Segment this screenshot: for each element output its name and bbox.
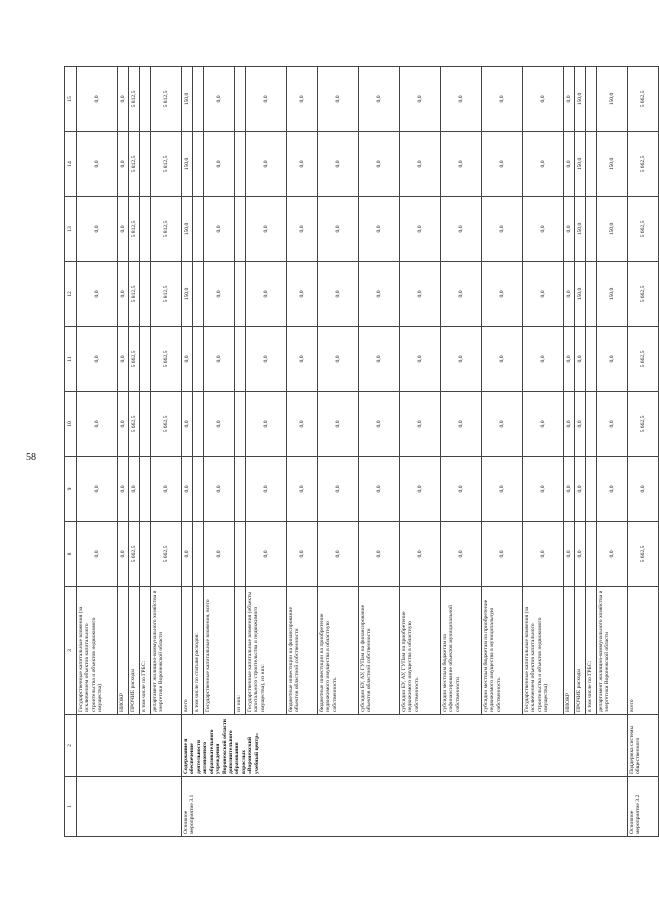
table-row <box>182 67 193 837</box>
value-cell <box>193 132 204 197</box>
value-cell: 0,0 <box>204 327 235 392</box>
header-cell: 1 <box>65 777 77 837</box>
value-cell: 0,0 <box>182 522 193 587</box>
value-cell: 150,0 <box>575 67 586 132</box>
header-cell: 10 <box>65 392 77 457</box>
header-cell: 13 <box>65 197 77 262</box>
header-cell: 14 <box>65 132 77 197</box>
value-cell: 0,0 <box>400 457 441 522</box>
value-cell: 150,0 <box>182 132 193 197</box>
value-cell <box>586 392 597 457</box>
value-cell: 0,0 <box>359 457 400 522</box>
row-label: бюджетные инвестиции на приобретение недвижимого имущества в областную собственность <box>318 587 359 715</box>
row-label: бюджетные инвестиции на финансирование объектов областной собственности <box>287 587 318 715</box>
value-cell: 5 812,5 <box>129 197 140 262</box>
value-cell: 0,0 <box>482 67 523 132</box>
header-cell: 3 <box>65 587 77 715</box>
value-cell: 0,0 <box>400 132 441 197</box>
value-cell: 0,0 <box>575 522 586 587</box>
value-cell: 0,0 <box>575 392 586 457</box>
row-label: всего <box>182 587 193 715</box>
value-cell: 0,0 <box>597 327 628 392</box>
value-cell: 0,0 <box>318 522 359 587</box>
row-label: в том числе по статьям расходов: <box>193 587 204 715</box>
value-cell <box>193 327 204 392</box>
value-cell: 5 662,5 <box>628 132 659 197</box>
value-cell: 0,0 <box>204 132 235 197</box>
value-cell: 5 812,5 <box>151 132 182 197</box>
value-cell: 5 662,5 <box>129 392 140 457</box>
value-cell <box>235 522 246 587</box>
row-label: департамент жилищно-коммунального хозяйства и энергетики Воронежской области <box>597 587 628 715</box>
value-cell: 0,0 <box>359 67 400 132</box>
value-cell: 0,0 <box>287 457 318 522</box>
value-cell: 0,0 <box>359 197 400 262</box>
value-cell: 0,0 <box>441 392 482 457</box>
value-cell: 0,0 <box>482 457 523 522</box>
value-cell: 0,0 <box>318 67 359 132</box>
value-cell: 0,0 <box>400 262 441 327</box>
value-cell: 0,0 <box>287 392 318 457</box>
value-cell <box>235 132 246 197</box>
row-label: субсидии БУ, АУ, ГУПам на финансирование объектов областной собственности <box>359 587 400 715</box>
value-cell <box>140 262 151 327</box>
value-cell: 0,0 <box>523 457 564 522</box>
value-cell: 0,0 <box>441 67 482 132</box>
value-cell: 150,0 <box>597 197 628 262</box>
value-cell: 0,0 <box>246 262 287 327</box>
value-cell: 0,0 <box>118 392 129 457</box>
value-cell <box>193 262 204 327</box>
value-cell: 0,0 <box>118 327 129 392</box>
value-cell: 0,0 <box>151 457 182 522</box>
value-cell: 5 812,5 <box>151 197 182 262</box>
value-cell: 0,0 <box>400 327 441 392</box>
value-cell: 0,0 <box>523 197 564 262</box>
row-label: ПРОЧИЕ расходы <box>575 587 586 715</box>
value-cell: 0,0 <box>118 197 129 262</box>
header-cell: 8 <box>65 522 77 587</box>
value-cell: 0,0 <box>118 262 129 327</box>
value-cell: 0,0 <box>204 197 235 262</box>
value-cell: 150,0 <box>597 262 628 327</box>
header-cell: 2 <box>65 715 77 777</box>
value-cell: 5 812,5 <box>129 67 140 132</box>
row-label: в том числе по ГРБС: <box>140 587 151 715</box>
value-cell: 0,0 <box>287 327 318 392</box>
value-cell: 5 812,5 <box>129 262 140 327</box>
measure-3-1-name: Основное мероприятие 3.1 <box>182 777 628 837</box>
value-cell: 0,0 <box>359 262 400 327</box>
value-cell <box>193 197 204 262</box>
value-cell <box>586 197 597 262</box>
value-cell: 150,0 <box>575 197 586 262</box>
value-cell: 5 662,5 <box>628 67 659 132</box>
value-cell <box>235 457 246 522</box>
value-cell: 0,0 <box>77 197 118 262</box>
value-cell <box>140 327 151 392</box>
value-cell: 0,0 <box>77 67 118 132</box>
value-cell: 0,0 <box>597 522 628 587</box>
value-cell: 5 662,5 <box>628 392 659 457</box>
value-cell: 0,0 <box>564 262 575 327</box>
value-cell: 0,0 <box>482 392 523 457</box>
value-cell <box>586 67 597 132</box>
value-cell: 0,0 <box>523 327 564 392</box>
header-cell: 9 <box>65 457 77 522</box>
value-cell <box>235 197 246 262</box>
value-cell <box>193 392 204 457</box>
value-cell: 0,0 <box>564 327 575 392</box>
value-cell <box>140 392 151 457</box>
value-cell: 0,0 <box>318 132 359 197</box>
header-cell: 12 <box>65 262 77 327</box>
value-cell: 0,0 <box>77 522 118 587</box>
row-label: Государственные капитальные вложения, всего <box>204 587 235 715</box>
value-cell: 0,0 <box>318 197 359 262</box>
row-label: Государственные капитальные вложения (за исключением объектов капитального строительства и объектов недвижимого имущества) <box>77 587 118 715</box>
value-cell: 0,0 <box>246 197 287 262</box>
row-label: субсидии местным бюджетам на приобретение недвижимого имущества в муниципальную собственность <box>482 587 523 715</box>
value-cell <box>140 67 151 132</box>
value-cell: 150,0 <box>597 132 628 197</box>
value-cell: 5 662,5 <box>151 392 182 457</box>
rotated-table-container <box>64 67 646 837</box>
value-cell: 0,0 <box>482 262 523 327</box>
value-cell: 0,0 <box>482 132 523 197</box>
value-cell: 0,0 <box>118 522 129 587</box>
budget-table <box>64 66 659 837</box>
value-cell: 0,0 <box>246 327 287 392</box>
value-cell: 0,0 <box>441 197 482 262</box>
value-cell: 0,0 <box>118 132 129 197</box>
row-label: в том числе по ГРБС: <box>586 587 597 715</box>
value-cell: 5 812,5 <box>151 67 182 132</box>
value-cell: 0,0 <box>482 327 523 392</box>
value-cell: 150,0 <box>182 67 193 132</box>
value-cell: 0,0 <box>204 522 235 587</box>
value-cell: 0,0 <box>118 457 129 522</box>
value-cell: 5 662,5 <box>129 522 140 587</box>
value-cell: 0,0 <box>564 457 575 522</box>
value-cell: 0,0 <box>400 392 441 457</box>
value-cell: 0,0 <box>204 457 235 522</box>
value-cell: 0,0 <box>129 457 140 522</box>
value-cell: 0,0 <box>318 392 359 457</box>
row-label: НИОКР <box>118 587 129 715</box>
value-cell: 5 662,5 <box>628 262 659 327</box>
value-cell: 0,0 <box>400 522 441 587</box>
value-cell: 0,0 <box>359 327 400 392</box>
page-number: 58 <box>26 452 36 463</box>
value-cell: 0,0 <box>246 457 287 522</box>
value-cell <box>586 262 597 327</box>
value-cell <box>193 67 204 132</box>
value-cell: 0,0 <box>523 132 564 197</box>
value-cell <box>586 522 597 587</box>
table-row <box>77 67 118 837</box>
row-group-col2 <box>77 715 182 777</box>
value-cell: 150,0 <box>182 262 193 327</box>
value-cell: 0,0 <box>482 197 523 262</box>
value-cell: 0,0 <box>575 457 586 522</box>
value-cell: 5 812,5 <box>129 132 140 197</box>
value-cell: 0,0 <box>564 392 575 457</box>
value-cell: 0,0 <box>359 392 400 457</box>
value-cell: 0,0 <box>523 262 564 327</box>
measure-3-2-name: Основное мероприятие 3.2 <box>628 777 659 837</box>
value-cell: 0,0 <box>182 392 193 457</box>
value-cell <box>140 522 151 587</box>
value-cell <box>193 522 204 587</box>
value-cell: 0,0 <box>318 457 359 522</box>
value-cell: 5 662,5 <box>628 197 659 262</box>
row-group-col1 <box>77 777 182 837</box>
value-cell: 0,0 <box>564 197 575 262</box>
value-cell: 150,0 <box>575 262 586 327</box>
value-cell <box>586 327 597 392</box>
value-cell: 5 662,5 <box>628 522 659 587</box>
value-cell: 150,0 <box>575 132 586 197</box>
value-cell: 0,0 <box>182 327 193 392</box>
value-cell: 0,0 <box>204 262 235 327</box>
value-cell: 5 662,5 <box>628 327 659 392</box>
value-cell: 0,0 <box>77 392 118 457</box>
table-row <box>628 67 659 837</box>
header-row <box>65 67 77 837</box>
value-cell: 5 662,5 <box>151 327 182 392</box>
value-cell: 0,0 <box>482 522 523 587</box>
value-cell <box>586 132 597 197</box>
value-cell: 0,0 <box>246 522 287 587</box>
value-cell: 0,0 <box>287 262 318 327</box>
value-cell: 5 812,5 <box>151 262 182 327</box>
value-cell: 0,0 <box>287 67 318 132</box>
row-label: из них: <box>235 587 246 715</box>
header-cell: 15 <box>65 67 77 132</box>
row-label: ПРОЧИЕ расходы <box>129 587 140 715</box>
value-cell: 0,0 <box>441 262 482 327</box>
value-cell <box>140 457 151 522</box>
row-label: Государственные капитальные вложения (за исключением объектов капитального строительства и объектов недвижимого имущества) <box>523 587 564 715</box>
value-cell: 0,0 <box>628 457 659 522</box>
value-cell: 0,0 <box>441 522 482 587</box>
value-cell: 0,0 <box>359 132 400 197</box>
value-cell: 0,0 <box>564 67 575 132</box>
value-cell: 0,0 <box>564 132 575 197</box>
value-cell: 0,0 <box>246 67 287 132</box>
value-cell: 0,0 <box>77 132 118 197</box>
value-cell: 0,0 <box>77 327 118 392</box>
value-cell: 0,0 <box>77 457 118 522</box>
value-cell: 0,0 <box>287 522 318 587</box>
value-cell <box>586 457 597 522</box>
value-cell: 0,0 <box>441 457 482 522</box>
value-cell <box>140 197 151 262</box>
value-cell <box>140 132 151 197</box>
value-cell: 0,0 <box>441 132 482 197</box>
value-cell: 0,0 <box>564 522 575 587</box>
value-cell: 0,0 <box>287 197 318 262</box>
value-cell <box>193 457 204 522</box>
value-cell: 0,0 <box>204 392 235 457</box>
value-cell: 0,0 <box>400 67 441 132</box>
value-cell: 0,0 <box>318 327 359 392</box>
value-cell: 0,0 <box>318 262 359 327</box>
value-cell: 0,0 <box>400 197 441 262</box>
row-label: НИОКР <box>564 587 575 715</box>
value-cell: 0,0 <box>441 327 482 392</box>
value-cell <box>235 327 246 392</box>
value-cell: 0,0 <box>575 327 586 392</box>
value-cell: 0,0 <box>597 392 628 457</box>
header-cell: 11 <box>65 327 77 392</box>
measure-3-1-description: Содержание и обеспечение деятельности автономного образовательного учреждения Воронежской области дополнительного образования взрослых «Воронежский учебный центр» <box>182 715 628 777</box>
value-cell: 0,0 <box>523 392 564 457</box>
row-label: субсидии БУ, АУ, ГУПам на приобретение недвижимого имущества в областную собственность <box>400 587 441 715</box>
value-cell <box>235 392 246 457</box>
value-cell: 5 662,5 <box>151 522 182 587</box>
value-cell: 0,0 <box>77 262 118 327</box>
value-cell: 0,0 <box>287 132 318 197</box>
measure-3-2-description: Поддержка системы общественного <box>628 715 659 777</box>
value-cell: 5 662,5 <box>129 327 140 392</box>
row-label: Государственные капитальные вложения (объекты капитального строительства и недвижимого имущества), из них: <box>246 587 287 715</box>
value-cell: 0,0 <box>204 67 235 132</box>
value-cell: 0,0 <box>523 67 564 132</box>
value-cell <box>235 67 246 132</box>
value-cell: 150,0 <box>182 197 193 262</box>
row-label: всего <box>628 587 659 715</box>
value-cell: 0,0 <box>182 457 193 522</box>
value-cell <box>235 262 246 327</box>
row-label: субсидии местным бюджетам на софинансирование объектов муниципальной собственности <box>441 587 482 715</box>
value-cell: 0,0 <box>246 132 287 197</box>
value-cell: 0,0 <box>523 522 564 587</box>
value-cell: 0,0 <box>118 67 129 132</box>
value-cell: 0,0 <box>359 522 400 587</box>
row-label: департамент жилищно-коммунального хозяйства и энергетики Воронежской области <box>151 587 182 715</box>
value-cell: 0,0 <box>246 392 287 457</box>
value-cell: 0,0 <box>597 457 628 522</box>
value-cell: 150,0 <box>597 67 628 132</box>
